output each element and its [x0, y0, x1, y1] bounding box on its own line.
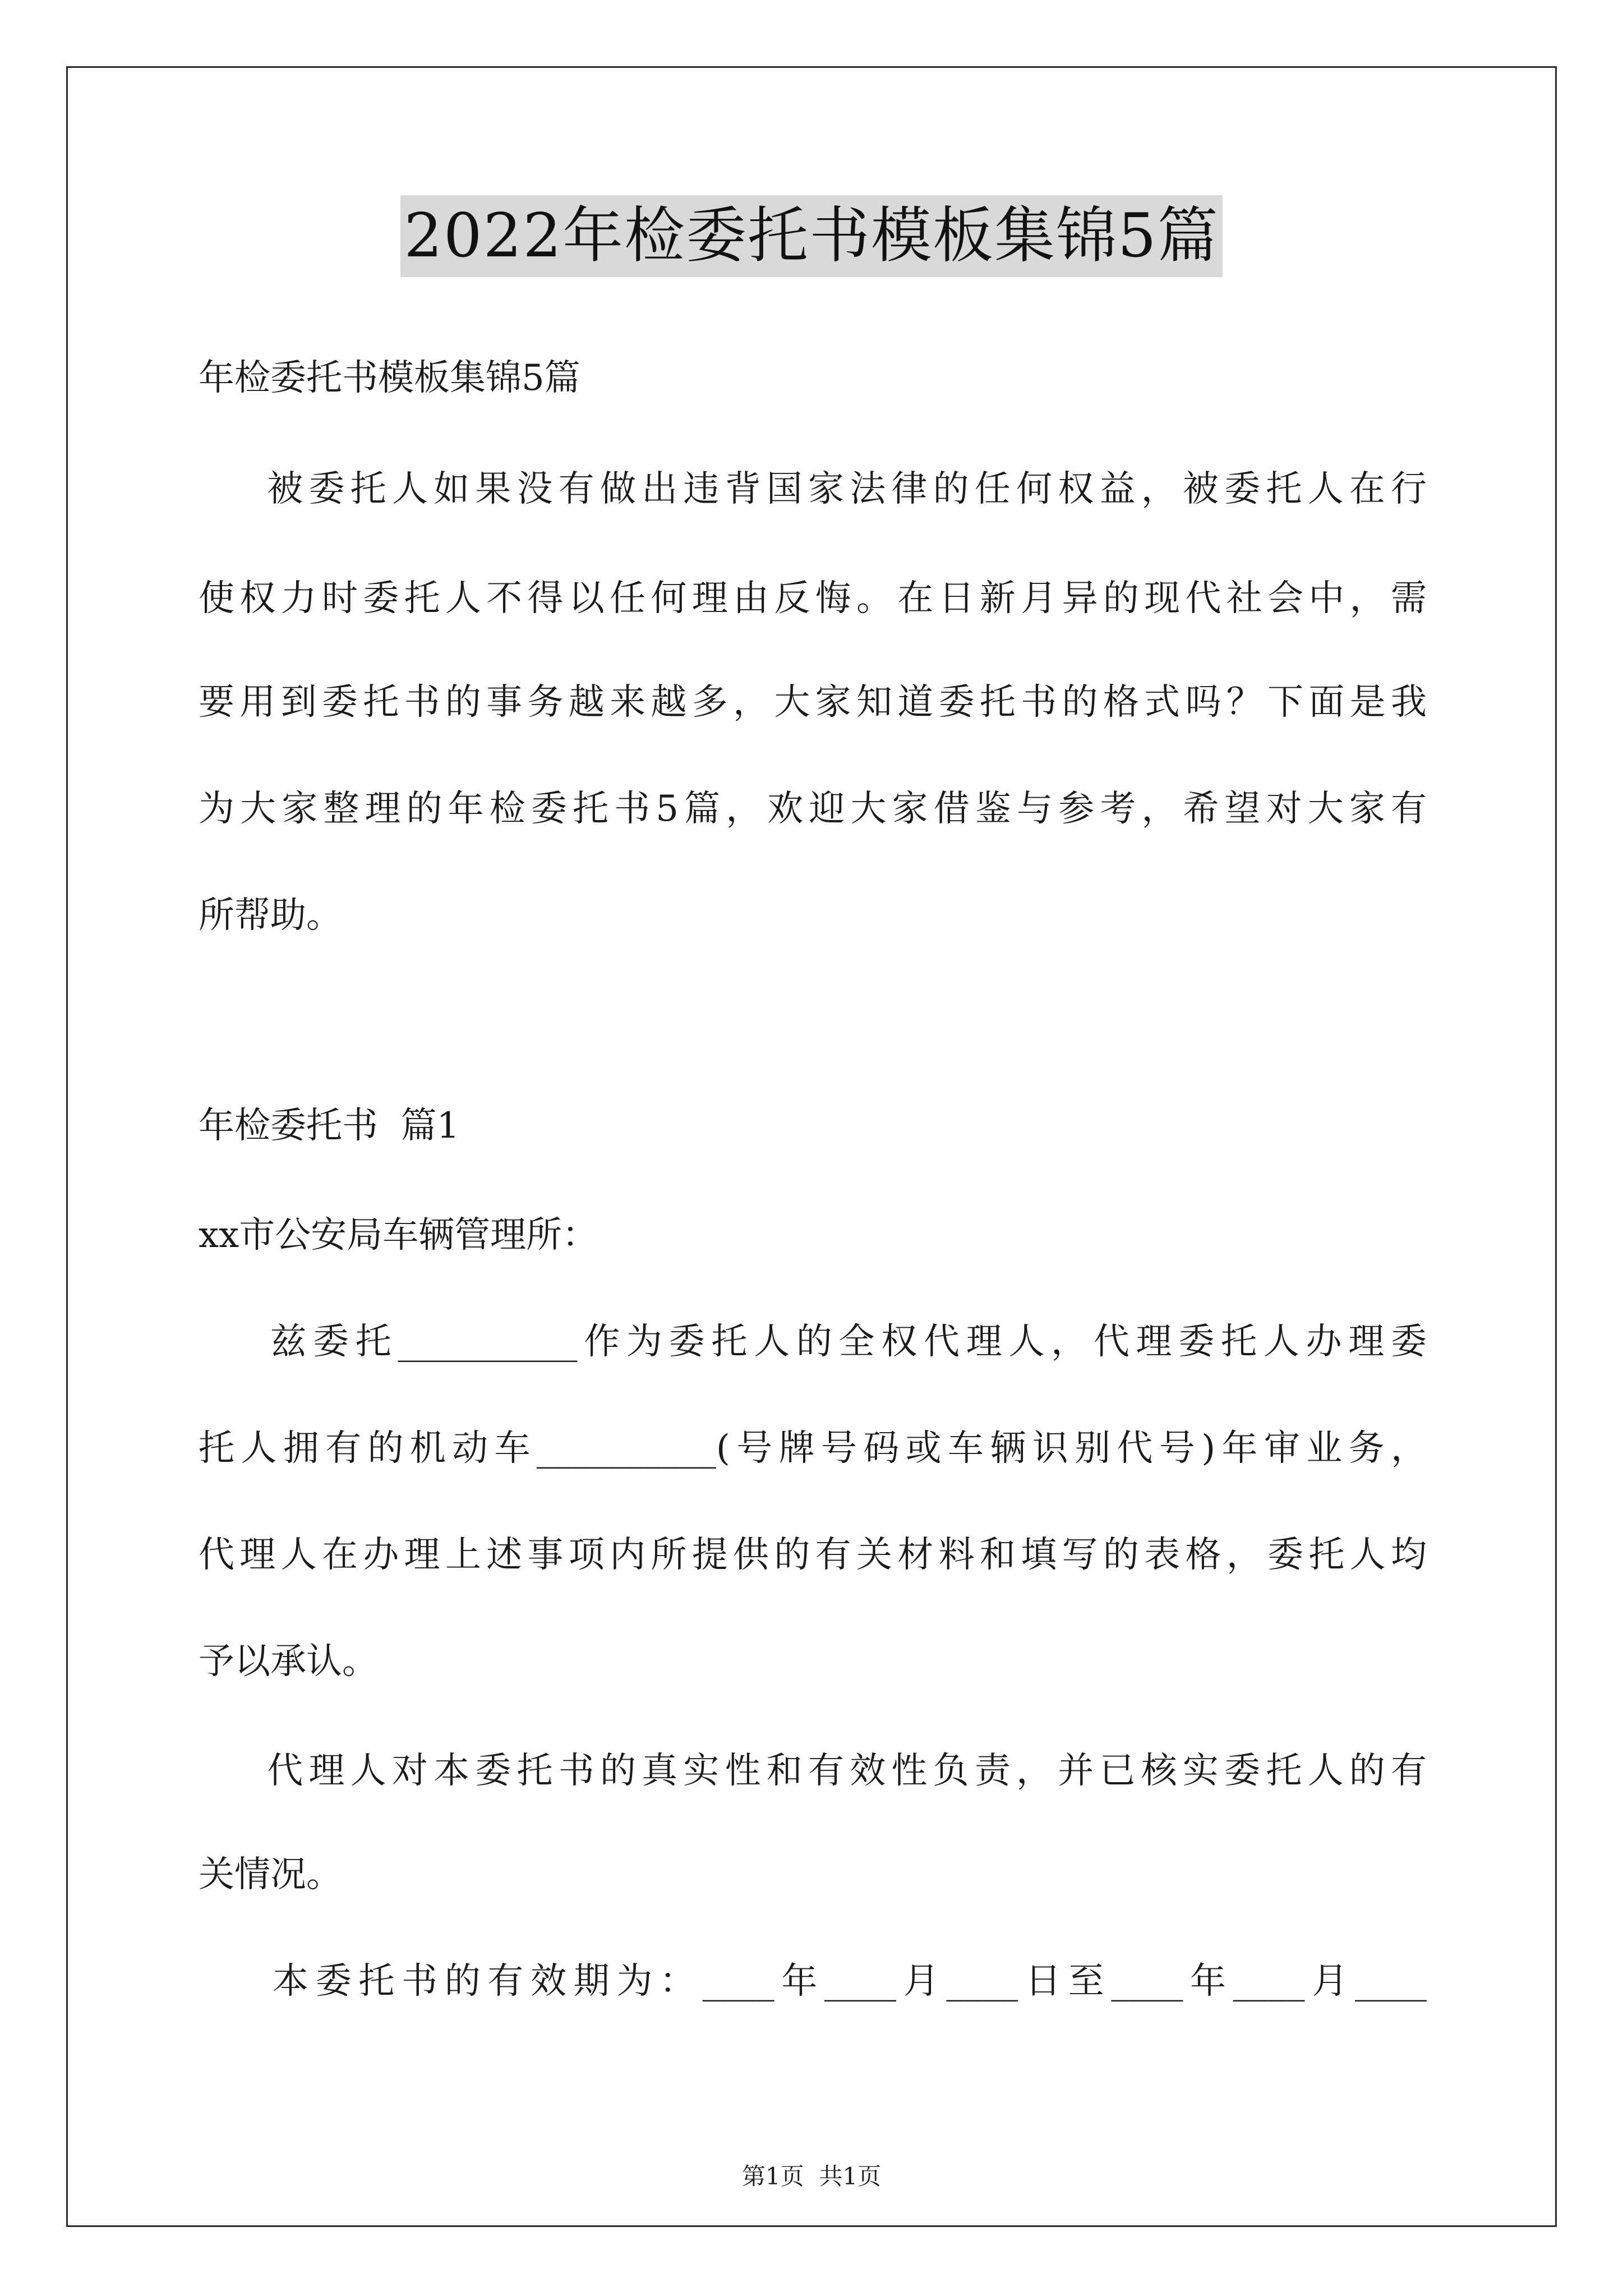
intro-line-2: 使权力时委托人不得以任何理由反悔。在日新月异的现代社会中，需 [199, 578, 1427, 619]
body-line-6: 关情况。 [199, 1854, 342, 1895]
title-row [0, 195, 1623, 277]
body-line-7: 本委托书的有效期为：____年____月____日至____年____月____ [199, 1961, 1427, 2002]
body-line-5: 代理人对本委托书的真实性和有效性负责，并已核实委托人的有 [199, 1750, 1427, 1792]
document-title: 2022年检委托书模板集锦5篇 [400, 195, 1223, 277]
intro-line-4: 为大家整理的年检委托书5篇，欢迎大家借鉴与参考，希望对大家有 [199, 788, 1427, 830]
addressee: xx市公安局车辆管理所： [199, 1214, 598, 1256]
intro-line-1: 被委托人如果没有做出违背国家法律的任何权益，被委托人在行 [199, 468, 1427, 510]
body-line-3: 代理人在办理上述事项内所提供的有关材料和填写的表格，委托人均 [199, 1534, 1427, 1576]
body-line-1: 兹委托__________作为委托人的全权代理人，代理委托人办理委 [199, 1321, 1427, 1363]
subtitle: 年检委托书模板集锦5篇 [199, 357, 580, 399]
intro-line-3: 要用到委托书的事务越来越多，大家知道委托书的格式吗？下面是我 [199, 682, 1427, 723]
intro-line-5: 所帮助。 [199, 895, 342, 936]
body-line-2: 托人拥有的机动车__________(号牌号码或车辆识别代号)年审业务， [199, 1428, 1427, 1469]
section-heading: 年检委托书 篇1 [199, 1105, 460, 1147]
page-footer: 第1页 共1页 [741, 2162, 882, 2190]
body-line-4: 予以承认。 [199, 1641, 378, 1682]
